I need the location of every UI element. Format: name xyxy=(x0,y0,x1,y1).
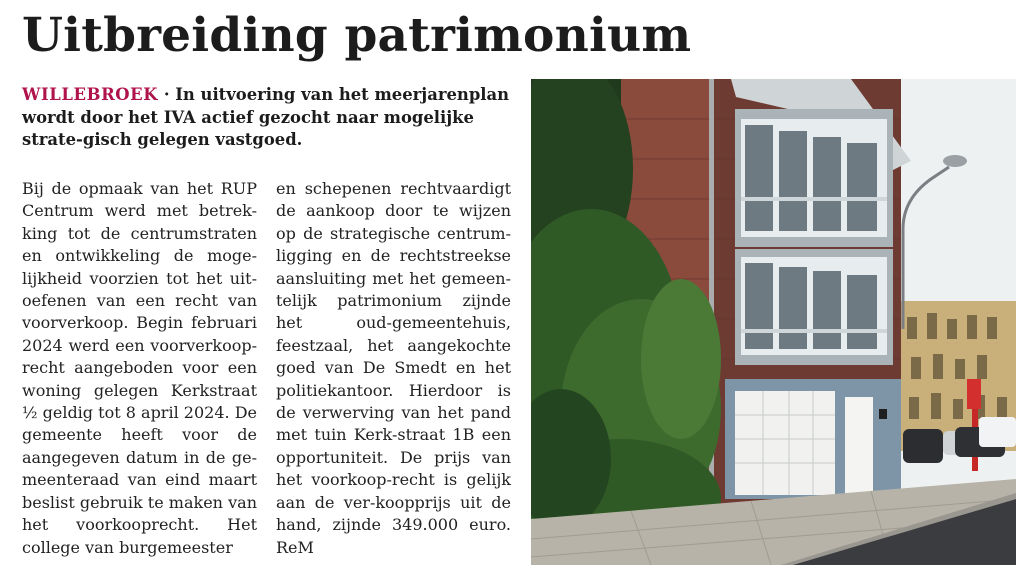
body-column-2: en schepenen rechtvaardigt de aankoop door te wijzen op de strategische centrum-ligging en de rechtstreekse aansluiting met het gemeen-telijk patrimonium zijnde het oud-gemeentehuis, feestzaal, het aangekochte goed van De Smedt en het politiekantoor. Hierdoor is de verwerving van het pand met tuin Kerk-straat 1B een opportuniteit. De prijs van het voorkoop-recht is gelijk aan de ver-koopprijs uit de hand, zijnde 349.000 euro. ReM xyxy=(276,179,511,557)
dateline: WILLEBROEK xyxy=(22,85,159,104)
dateline-separator: · xyxy=(158,85,176,104)
article-lead xyxy=(22,84,512,152)
article-headline: Uitbreiding patrimonium xyxy=(22,8,692,63)
body-column-1: Bij de opmaak van het RUP Centrum werd met betrek-king tot de centrumstraten en ontwikkeling de moge-lijkheid voorzien tot het uit-oefenen van een recht van voorverkoop. Begin februari 2024 werd een voorverkoop-recht aangeboden voor een woning gelegen Kerkstraat ½ geldig tot 8 april 2024. De gemeente heeft voor de aangegeven datum in de ge-meenteraad van eind maart beslist gebruik te maken van het voorkooprecht. Het college van burgemeester xyxy=(22,179,257,557)
house-photo-illustration xyxy=(531,79,1016,565)
article-photo xyxy=(531,79,1016,565)
lead-text: In uitvoering van het meerjarenplan wordt door het IVA actief gezocht naar mogelijke strate-gisch gelegen vastgoed. xyxy=(22,85,510,149)
